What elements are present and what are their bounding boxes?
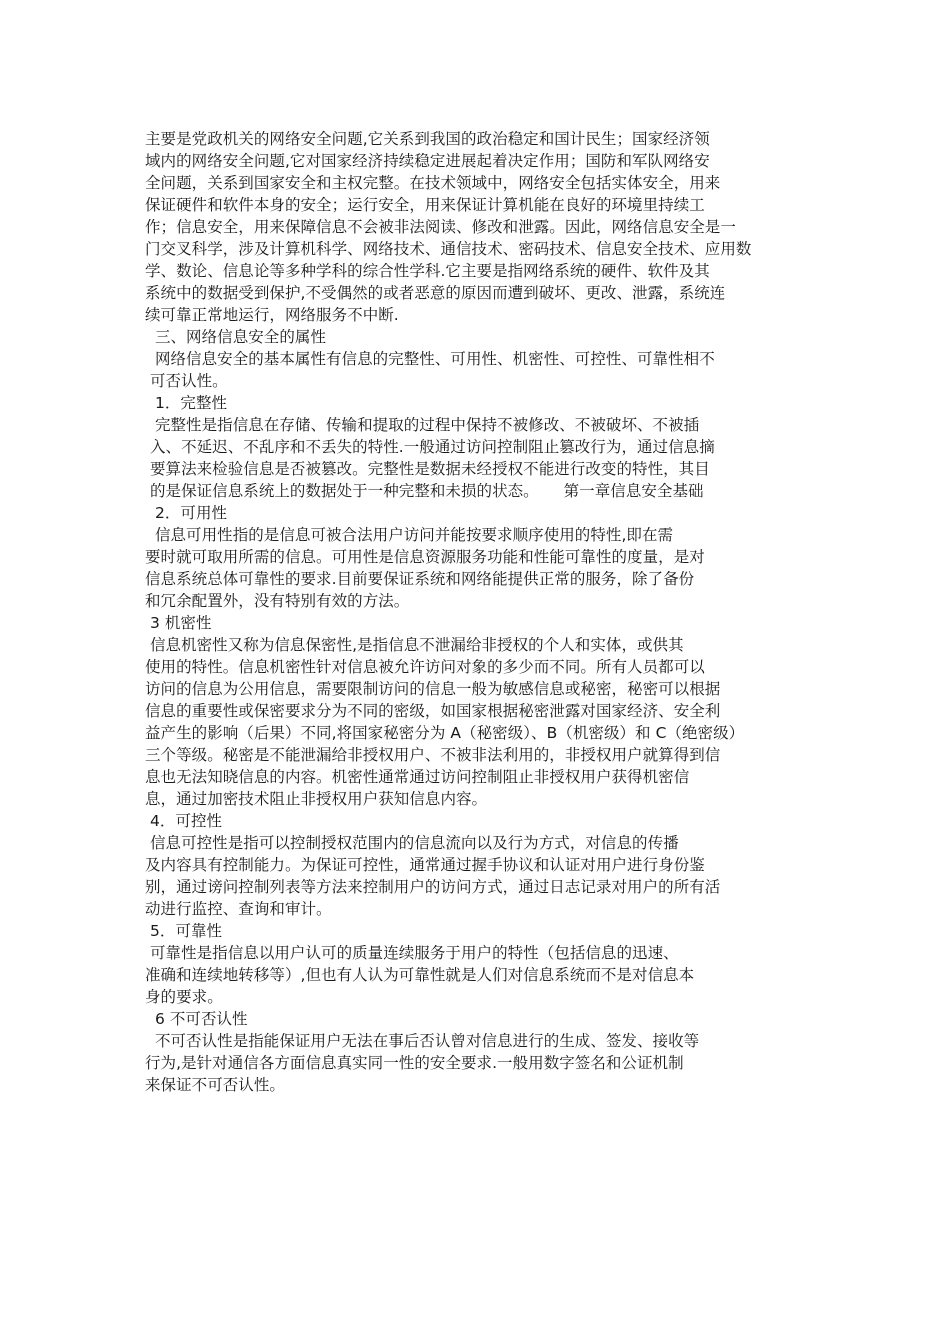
subsection-heading: 5．可靠性 [145,922,223,940]
text-line: 信息机密性又称为信息保密性,是指信息不泄漏给非授权的个人和实体，或供其 [145,636,684,654]
text-line: 准确和连续地转移等）,但也有人认为可靠性就是人们对信息系统而不是对信息本 [145,966,695,984]
text-line: 可否认性。 [145,372,228,390]
text-line: 和冗余配置外，没有特别有效的方法。 [145,592,410,610]
text-line: 动进行监控、查询和审计。 [145,900,332,918]
text-line: 信息可用性指的是信息可被合法用户访问并能按要求顺序使用的特性,即在需 [145,526,674,544]
text-line: 不可否认性是指能保证用户无法在事后否认曾对信息进行的生成、签发、接收等 [145,1032,700,1050]
text-line: 保证硬件和软件本身的安全；运行安全，用来保证计算机能在良好的环境里持续工 [145,196,705,214]
text-line: 主要是党政机关的网络安全问题,它关系到我国的政治稳定和国计民生；国家经济领 [145,130,710,148]
text-line: 学、数论、信息论等多种学科的综合性学科.它主要是指网络系统的硬件、软件及其 [145,262,710,280]
text-line: 信息系统总体可靠性的要求.目前要保证系统和网络能提供正常的服务，除了备份 [145,570,695,588]
subsection-heading: 4．可控性 [145,812,223,830]
text-line: 访问的信息为公用信息，需要限制访问的信息一般为敏感信息或秘密，秘密可以根据 [145,680,721,698]
text-line: 作；信息安全，用来保障信息不会被非法阅读、修改和泄露。因此，网络信息安全是一 [145,218,736,236]
text-line: 息，通过加密技术阻止非授权用户获知信息内容。 [145,790,488,808]
text-line: 可靠性是指信息以用户认可的质量连续服务于用户的特性（包括信息的迅速、 [145,944,679,962]
text-line: 续可靠正常地运行，网络服务不中断. [145,306,399,324]
text-line: 信息的重要性或保密要求分为不同的密级，如国家根据秘密泄露对国家经济、安全利 [145,702,721,720]
text-line: 三个等级。秘密是不能泄漏给非授权用户、不被非法利用的，非授权用户就算得到信 [145,746,721,764]
text-line: 及内容具有控制能力。为保证可控性，通常通过握手协议和认证对用户进行身份鉴 [145,856,705,874]
text-line: 系统中的数据受到保护,不受偶然的或者恶意的原因而遭到破坏、更改、泄露，系统连 [145,284,726,302]
subsection-heading: 1．完整性 [145,394,228,412]
text-line: 别，通过谤问控制列表等方法来控制用户的访问方式，通过日志记录对用户的所有活 [145,878,721,896]
subsection-heading: 3 机密性 [145,614,212,632]
text-line: 要算法来检验信息是否被篡改。完整性是数据未经授权不能进行改变的特性，其目 [145,460,710,478]
text-line: 息也无法知晓信息的内容。机密性通常通过访问控制阻止非授权用户获得机密信 [145,768,690,786]
text-line: 行为,是针对通信各方面信息真实同一性的安全要求.一般用数字签名和公证机制 [145,1054,684,1072]
text-line: 身的要求。 [145,988,223,1006]
text-line: 网络信息安全的基本属性有信息的完整性、可用性、机密性、可控性、可靠性相不 [145,350,715,368]
text-line: 入、不延迟、不乱序和不丢失的特性.一般通过访问控制阻止篡改行为，通过信息摘 [145,438,715,456]
section-heading: 三、网络信息安全的属性 [145,328,327,346]
subsection-heading: 6 不可否认性 [145,1010,248,1028]
text-line: 益产生的影响（后果）不同,将国家秘密分为 A（秘密级）、B（机密级）和 C（绝密级） [145,724,745,742]
text-line: 完整性是指信息在存储、传输和提取的过程中保持不被修改、不被破坏、不被插 [145,416,700,434]
subsection-heading: 2．可用性 [145,504,228,522]
text-line: 的是保证信息系统上的数据处于一种完整和未损的状态。 第一章信息安全基础 [145,482,704,500]
text-line: 信息可控性是指可以控制授权范围内的信息流向以及行为方式，对信息的传播 [145,834,679,852]
text-line: 域内的网络安全问题,它对国家经济持续稳定进展起着决定作用；国防和军队网络安 [145,152,710,170]
text-line: 要时就可取用所需的信息。可用性是信息资源服务功能和性能可靠性的度量，是对 [145,548,705,566]
text-line: 门交叉科学，涉及计算机科学、网络技术、通信技术、密码技术、信息安全技术、应用数 [145,240,752,258]
text-line: 使用的特性。信息机密性针对信息被允许访问对象的多少而不同。所有人员都可以 [145,658,705,676]
text-line: 全问题，关系到国家安全和主权完整。在技术领域中，网络安全包括实体安全，用来 [145,174,721,192]
text-line: 来保证不可否认性。 [145,1076,285,1094]
